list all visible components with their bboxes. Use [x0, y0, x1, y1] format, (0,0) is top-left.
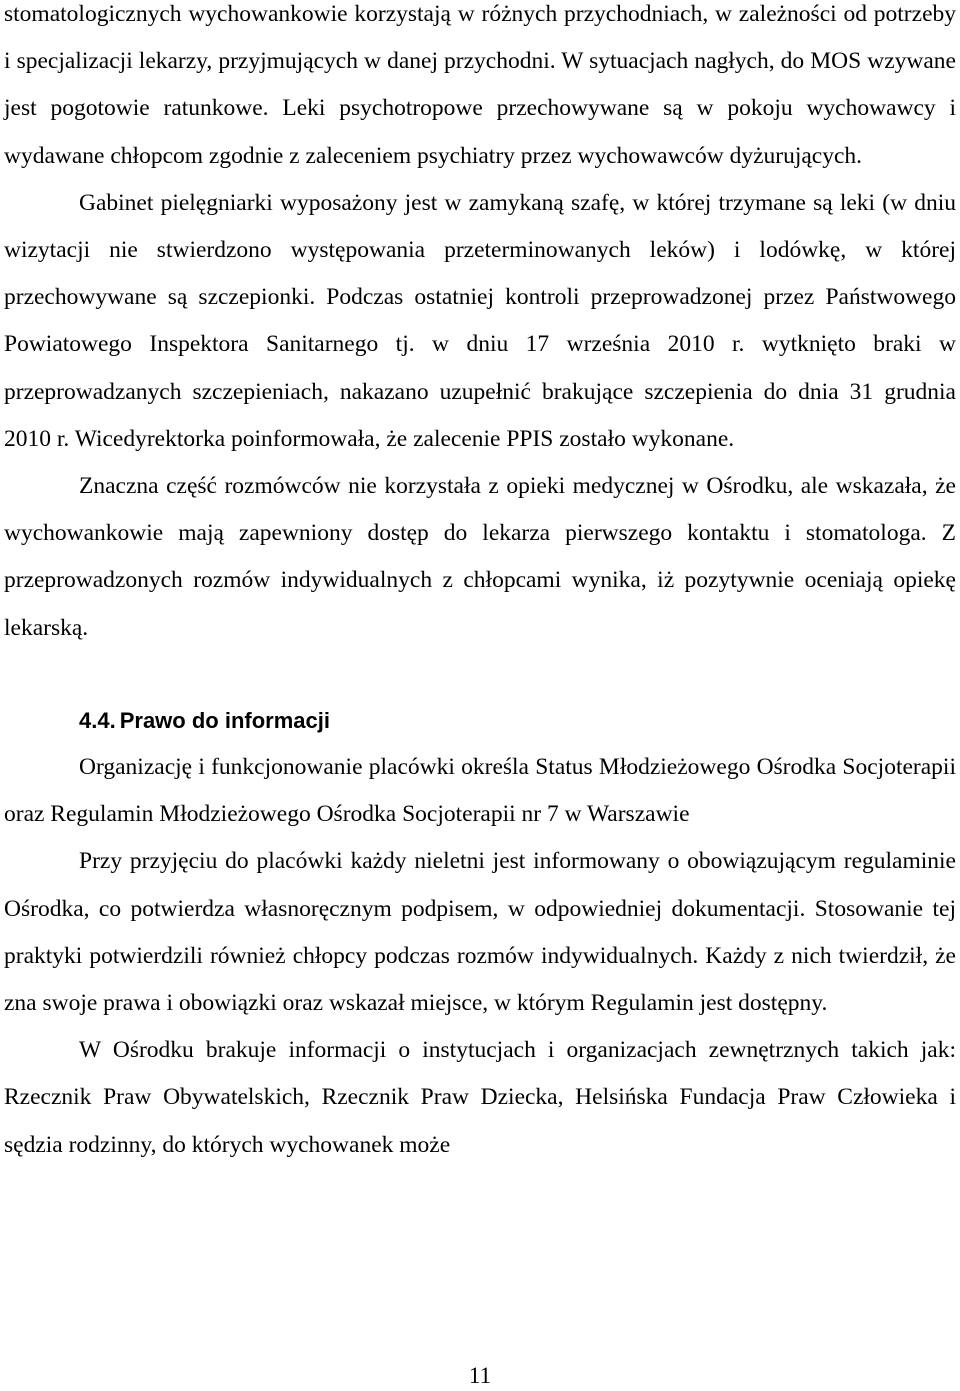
section-heading	[4, 697, 956, 744]
paragraph-nurse-office: Gabinet pielęgniarki wyposażony jest w zamykaną szafę, w której trzymane są leki (w dniu wizytacji nie stwierdzono występowania przeterminowanych leków) i lodówkę, w której przechowywane są szczepionki. Podczas ostatniej kontroli przeprowadzonej przez Państwowego Powiatowego Inspektora Sanitarnego tj. w dniu 17 września 2010 r. wytknięto braki w przeprowadzanych szczepieniach, nakazano uzupełnić brakujące szczepienia do dnia 31 grudnia 2010 r. Wicedyrektorka poinformowała, że zalecenie PPIS zostało wykonane.	[4, 189, 956, 452]
section-title: Prawo do informacji	[119, 707, 330, 733]
page-number: 11	[468, 1363, 492, 1388]
document-page	[4, 0, 956, 1169]
paragraph-organization: Organizację i funkcjonowanie placówki określa Status Młodzieżowego Ośrodka Socjoterapii oraz Regulamin Młodzieżowego Ośrodka Socjoterapii nr 7 w Warszawie	[4, 754, 956, 828]
section-number: 4.4.	[79, 707, 116, 733]
paragraph-interviews: Znaczna część rozmówców nie korzystała z opieki medycznej w Ośrodku, ale wskazała, że wychowankowie mają zapewniony dostęp do lekarza pierwszego kontaktu i stomatologa. Z przeprowadzonych rozmów indywidualnych z chłopcami wynika, iż pozytywnie oceniają opiekę lekarską.	[4, 473, 956, 641]
paragraph-missing-info: W Ośrodku brakuje informacji o instytucjach i organizacjach zewnętrznych takich jak: Rzecznik Praw Obywatelskich, Rzecznik Praw Dziecka, Helsińska Fundacja Praw Człowieka i sędzia rodzinny, do których wychowanek może	[4, 1037, 956, 1158]
paragraph-medical-care: stomatologicznych wychowankowie korzystają w różnych przychodniach, w zależności od potrzeby i specjalizacji lekarzy, przyjmujących w danej przychodni. W sytuacjach nagłych, do MOS wzywane jest pogotowie ratunkowe. Leki psychotropowe przechowywane są w pokoju wychowawcy i wydawane chłopcom zgodnie z zaleceniem psychiatry przez wychowawców dyżurujących.	[4, 1, 956, 169]
paragraph-admission: Przy przyjęciu do placówki każdy nieletni jest informowany o obowiązującym regulaminie Ośrodka, co potwierdza własnoręcznym podpisem, w odpowiedniej dokumentacji. Stosowanie tej praktyki potwierdzili również chłopcy podczas rozmów indywidualnych. Każdy z nich twierdził, że zna swoje prawa i obowiązki oraz wskazał miejsce, w którym Regulamin jest dostępny.	[4, 848, 956, 1017]
